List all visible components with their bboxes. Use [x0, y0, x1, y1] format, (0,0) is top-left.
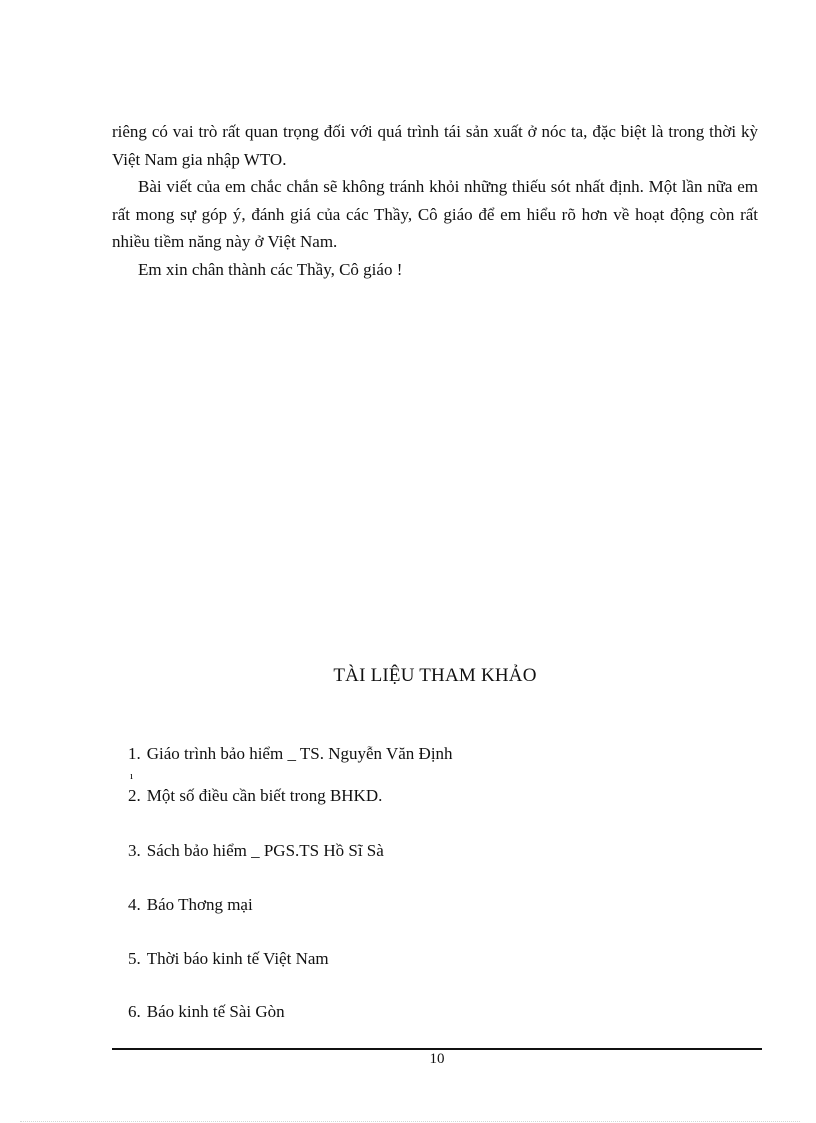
reference-item — [128, 841, 384, 861]
page-edge-divider — [20, 1121, 800, 1122]
reference-text: Thời báo kinh tế Việt Nam — [146, 949, 329, 968]
paragraph-acknowledgement: Bài viết của em chắc chắn sẽ không tránh khỏi những thiếu sót nhất định. Một lần nữa em rất mong sự góp ý, đánh giá của các Thầy, Cô giáo để em hiểu rõ hơn về hoạt động còn rất nhiều tiềm năng này ở Việt Nam. — [112, 177, 758, 251]
reference-item — [128, 949, 329, 969]
reference-number: 4. — [128, 895, 141, 914]
paragraph-thanks: Em xin chân thành các Thầy, Cô giáo ! — [138, 259, 403, 279]
reference-text: Báo kinh tế Sài Gòn — [146, 1002, 285, 1021]
reference-item — [128, 744, 453, 764]
reference-text: Giáo trình bảo hiểm _ TS. Nguyễn Văn Định — [146, 744, 453, 763]
reference-text: Sách bảo hiểm _ PGS.TS Hồ Sĩ Sà — [146, 841, 384, 860]
paragraph-continuation: riêng có vai trò rất quan trọng đối với quá trình tái sản xuất ở nóc ta, đặc biệt là trong thời kỳ Việt Nam gia nhập WTO. — [112, 122, 758, 169]
reference-number: 3. — [128, 841, 141, 860]
reference-item — [128, 1002, 285, 1022]
reference-text: Báo Thơng mại — [146, 895, 253, 914]
reference-number: 1. — [128, 744, 141, 763]
reference-text: Một số điều cần biết trong BHKD. — [146, 786, 383, 805]
reference-item — [128, 895, 253, 915]
footer-rule — [112, 1048, 762, 1050]
reference-number: 5. — [128, 949, 141, 968]
reference-number: 2. — [128, 786, 141, 805]
reference-number: 6. — [128, 1002, 141, 1021]
references-heading: TÀI LIỆU THAM KHẢO — [333, 665, 537, 686]
reference-item — [128, 786, 382, 806]
page-number: 10 — [429, 1051, 445, 1067]
body-text — [112, 118, 758, 283]
stray-mark: ı — [130, 770, 134, 782]
